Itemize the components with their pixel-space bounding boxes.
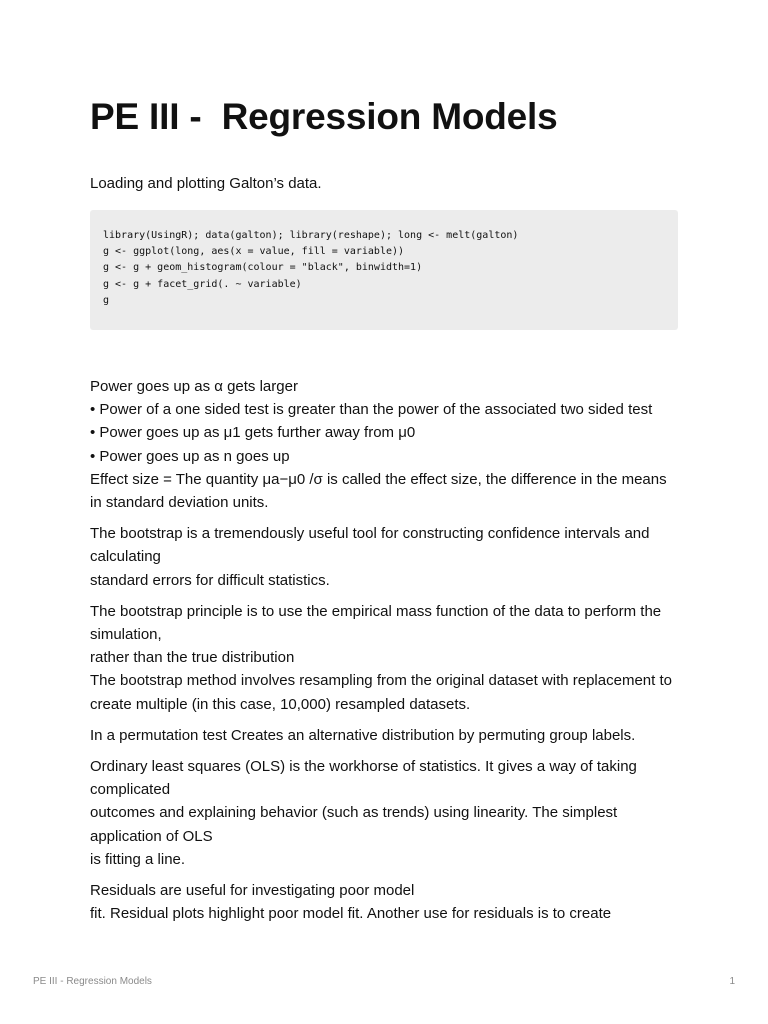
code-line: g <- ggplot(long, aes(x = value, fill = variable)) — [103, 246, 405, 258]
code-line: g <- g + facet_grid(. ~ variable) — [103, 278, 302, 290]
text-line: outcomes and explaining behavior (such as trends) using linearity. The simplest — [90, 804, 618, 822]
text-line: Effect size = The quantity μa−μ0 /σ is called the effect size, the difference in the means — [90, 470, 667, 488]
bullet-line: • Power goes up as n goes up — [90, 447, 290, 465]
text-line: create multiple (in this case, 10,000) resampled datasets. — [90, 695, 471, 713]
code-line: g <- g + geom_histogram(colour = "black", binwidth=1) — [103, 262, 423, 274]
bullet-line: • Power goes up as μ1 gets further away from μ0 — [90, 424, 416, 442]
text-line: calculating — [90, 548, 161, 566]
text-line: The bootstrap is a tremendously useful tool for constructing confidence intervals and — [90, 525, 650, 543]
text-line: is fitting a line. — [90, 850, 186, 868]
code-line: g — [103, 294, 110, 306]
page-number: 1 — [729, 976, 735, 987]
text-line: fit. Residual plots highlight poor model fit. Another use for residuals is to create — [90, 905, 612, 923]
bullet-line: • Power of a one sided test is greater than the power of the associated two sided test — [90, 401, 653, 419]
code-line: library(UsingR); data(galton); library(reshape); long <- melt(galton) — [103, 230, 519, 241]
paragraph-bootstrap-principle — [90, 600, 680, 716]
text-line: The bootstrap principle is to use the empirical mass function of the data to perform the — [90, 602, 662, 620]
paragraph-bootstrap — [90, 522, 680, 592]
document-content — [90, 95, 680, 933]
text-line: Residuals are useful for investigating poor model — [90, 882, 415, 900]
paragraph-power — [90, 375, 680, 514]
text-line: rather than the true distribution — [90, 649, 295, 667]
text-line: complicated — [90, 781, 171, 799]
text-line: Power goes up as α gets larger — [90, 378, 298, 396]
code-block — [90, 210, 678, 330]
text-line: Ordinary least squares (OLS) is the workhorse of statistics. It gives a way of taking — [90, 758, 637, 776]
text-line: application of OLS — [90, 827, 213, 845]
text-line: simulation, — [90, 626, 162, 644]
text-line: In a permutation test Creates an alternative distribution by permuting group labels. — [90, 726, 636, 744]
text-line: in standard deviation units. — [90, 494, 269, 512]
paragraph-permutation — [90, 724, 680, 747]
page-title: PE III - Regression Models — [90, 96, 558, 137]
paragraph-residuals — [90, 879, 680, 925]
body-text — [90, 375, 680, 925]
text-line: standard errors for difficult statistics. — [90, 571, 330, 589]
intro-text: Loading and plotting Galton’s data. — [90, 175, 322, 192]
text-line: The bootstrap method involves resampling from the original dataset with replacement to — [90, 672, 672, 690]
footer-title: PE III - Regression Models — [33, 976, 152, 987]
paragraph-ols — [90, 755, 680, 871]
